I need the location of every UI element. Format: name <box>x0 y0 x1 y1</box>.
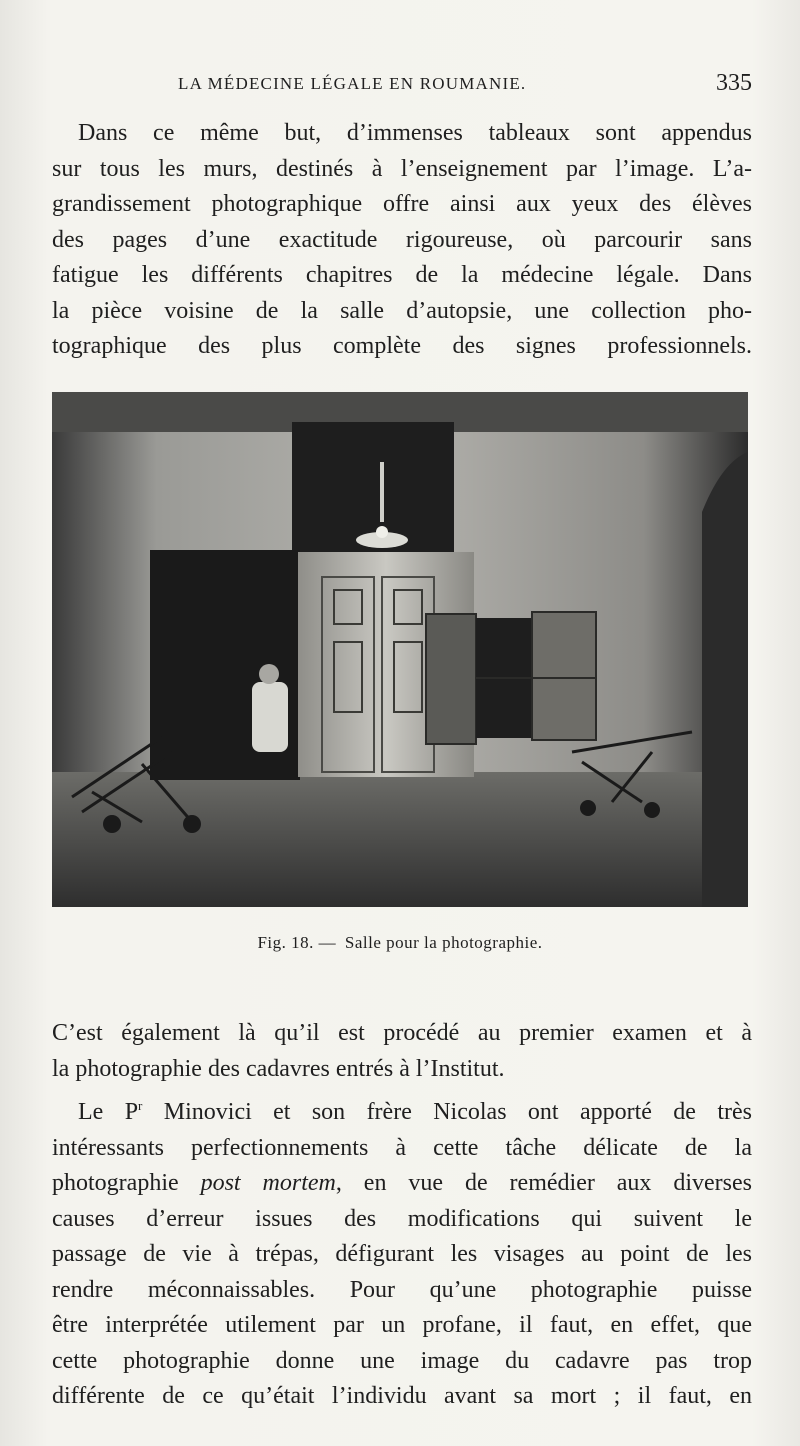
text-line: C’est également là qu’il est procédé au premier examen et à <box>52 1020 752 1046</box>
text-fragment: Le P <box>78 1099 139 1125</box>
caption-text: Salle pour la photographie. <box>344 933 543 952</box>
superscript: r <box>138 1098 143 1113</box>
text-line: fatigue les différents chapitres de la médecine légale. Dans <box>52 262 752 288</box>
paragraph-2 <box>52 1016 752 1087</box>
page-number: 335 <box>716 70 752 96</box>
running-head <box>150 70 760 104</box>
figure-caption <box>0 933 800 953</box>
text-fragment: photographie <box>52 1170 201 1196</box>
text-line: différente de ce qu’était l’individu avant sa mort ; il faut, en <box>52 1383 752 1409</box>
text-line: Dans ce même but, d’immenses tableaux sont appendus <box>78 120 752 146</box>
text-line <box>52 1166 752 1202</box>
paragraph-1 <box>52 116 752 365</box>
text-line: tographique des plus complète des signes professionnels. <box>52 333 752 359</box>
paragraph-3 <box>52 1088 752 1415</box>
text-line: cette photographie donne une image du cadavre pas trop <box>52 1347 752 1374</box>
text-line: des pages d’une exactitude rigoureuse, où parcourir sans <box>52 226 752 253</box>
text-fragment: Minovici et son frère Nicolas ont apporté de très <box>142 1099 752 1125</box>
running-title: LA MÉDECINE LÉGALE EN ROUMANIE. <box>178 74 527 93</box>
text-line <box>52 1088 752 1131</box>
italic-term: post mortem <box>200 1170 336 1196</box>
photography-room-photo <box>52 392 748 907</box>
figure-label: Fig. 18. — <box>257 933 337 952</box>
text-line: grandissement photographique offre ainsi aux yeux des élèves <box>52 191 752 217</box>
text-line: être interprétée utilement par un profane, il faut, en effet, que <box>52 1312 752 1338</box>
text-line: intéressants perfectionnements à cette tâche délicate de la <box>52 1134 752 1161</box>
text-line: passage de vie à trépas, défigurant les visages au point de les <box>52 1241 752 1267</box>
text-line: rendre méconnaissables. Pour qu’une photographie puisse <box>52 1276 752 1303</box>
text-fragment: , en vue de remédier aux diverses <box>335 1170 753 1196</box>
text-line: sur tous les murs, destinés à l’enseignement par l’image. L’a- <box>52 155 752 182</box>
photograph-figure <box>52 392 748 907</box>
text-line: la photographie des cadavres entrés à l’Institut. <box>52 1055 505 1082</box>
text-line: causes d’erreur issues des modifications qui suivent le <box>52 1205 752 1232</box>
text-line: la pièce voisine de la salle d’autopsie, une collection pho- <box>52 297 752 324</box>
